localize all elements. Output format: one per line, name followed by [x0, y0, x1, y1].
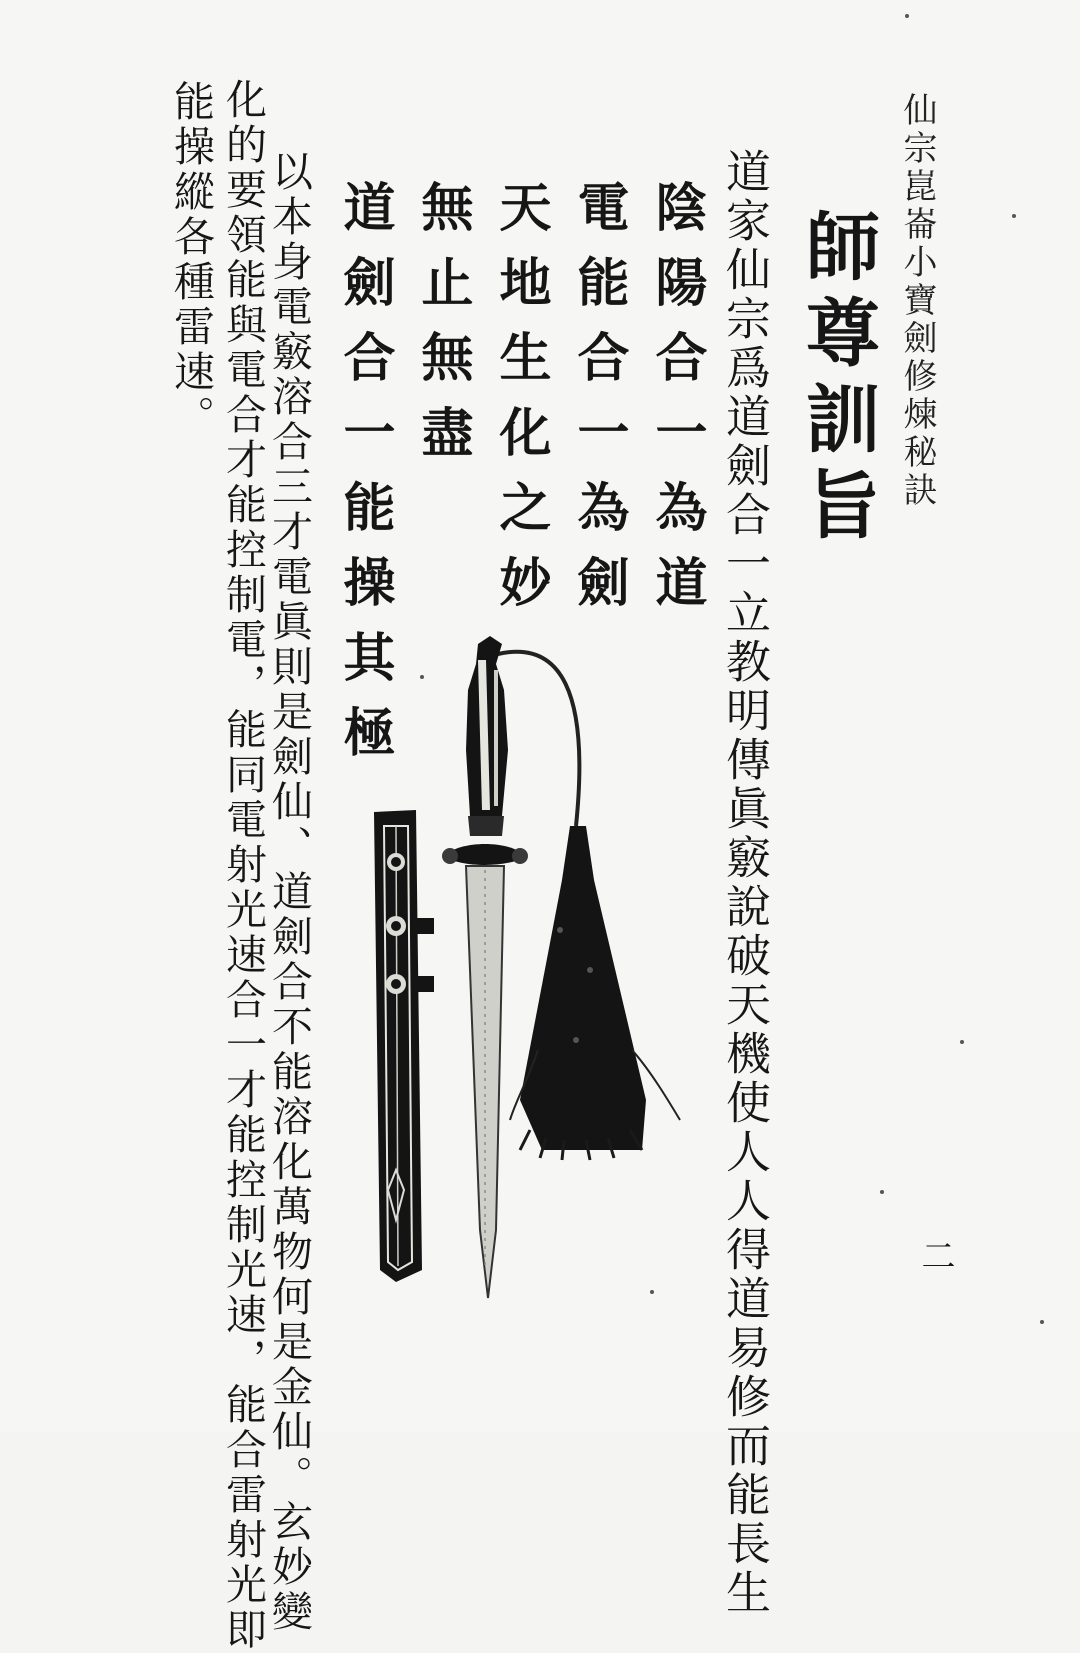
- running-header: 仙宗崑崙小寶劍修煉秘訣: [897, 92, 937, 510]
- print-speck: [1012, 214, 1016, 218]
- print-speck: [420, 675, 424, 679]
- print-speck: [905, 14, 909, 18]
- verse-line: 道劍合一能操其極: [334, 180, 395, 780]
- page-title: 師尊訓旨: [794, 208, 880, 552]
- verse-line: 陰陽合一為道: [646, 180, 707, 630]
- sword-icon: [442, 636, 528, 1298]
- scabbard-icon: [374, 810, 434, 1282]
- tassel-icon: [510, 826, 680, 1160]
- print-speck: [650, 1290, 654, 1294]
- sword-illustration: [350, 630, 730, 1320]
- print-speck: [880, 1190, 884, 1194]
- page-number: 二: [915, 1238, 955, 1272]
- intro-column: 道家仙宗爲道劍合一立教明傳眞竅說破天機使人人得道易修而能長生: [718, 148, 771, 1618]
- verse-line: 天地生化之妙: [490, 180, 551, 630]
- verse-line: 電能合一為劍: [568, 180, 629, 630]
- print-speck: [960, 1040, 964, 1044]
- verse-line: 無止無盡: [412, 180, 473, 480]
- tassel-cord: [498, 652, 579, 826]
- body-text-column: 能操縱各種雷速。: [167, 80, 215, 440]
- body-text-column: 以本身電竅溶合三才電眞則是劍仙、道劍合不能溶化萬物何是金仙。玄妙變: [265, 150, 313, 1635]
- print-speck: [1040, 1320, 1044, 1324]
- body-text-column: 化的要領能與電合才能控制電，能同電射光速合一才能控制光速，能合雷射光即: [219, 78, 267, 1653]
